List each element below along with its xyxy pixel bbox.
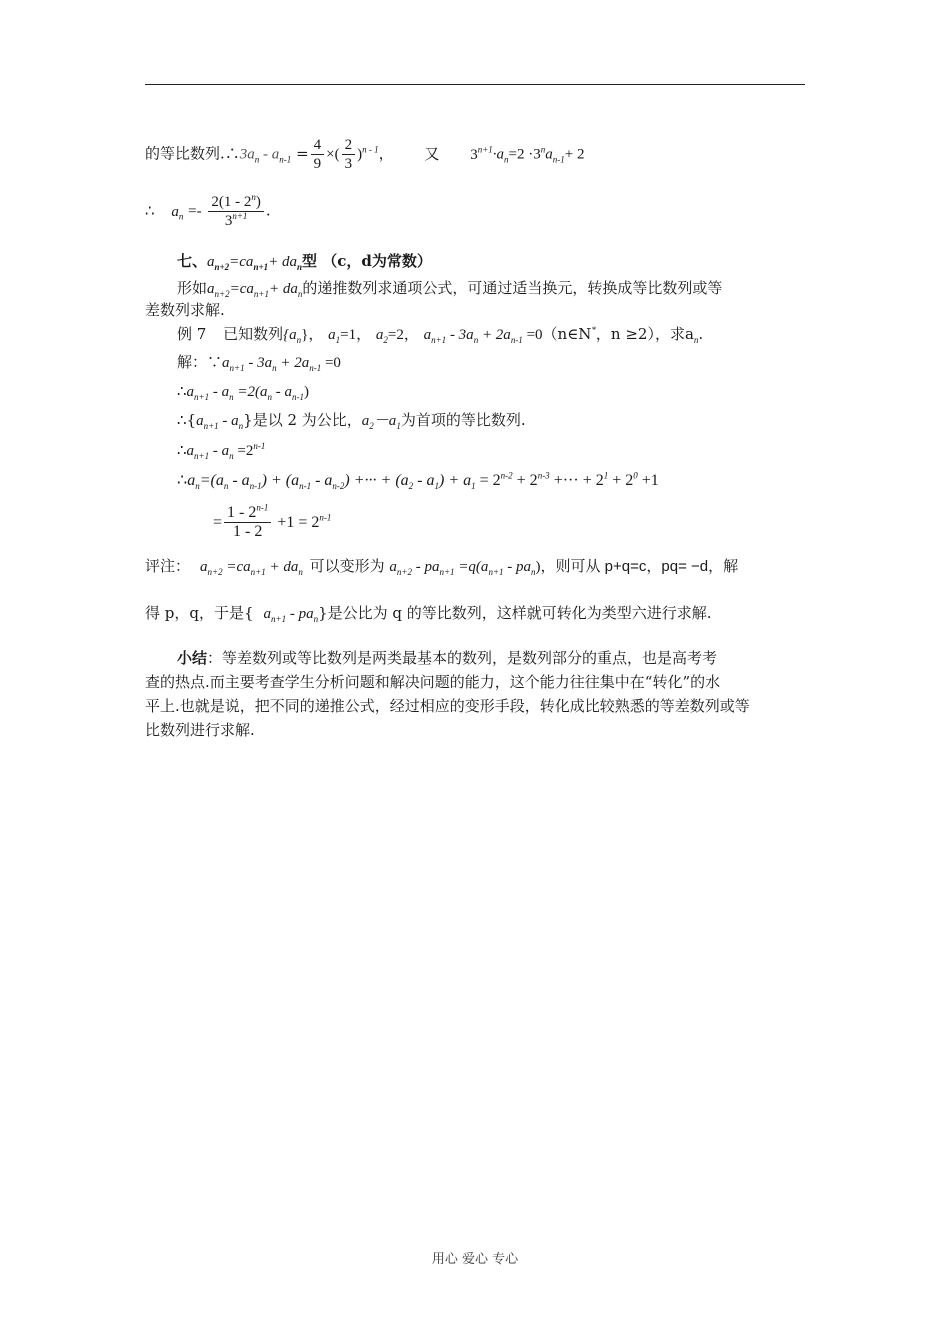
- solution-line-1: 解：$\because a_{n+1} - 3a_n + 2a_{n-1} =0$: [177, 353, 341, 373]
- fraction-geometric-sum: $\frac{1 - 2^{n-1}}{1 - 2}$: [224, 504, 271, 541]
- summary-line-3: 平上.也就是说，把不同的递推公式，经过相应的变形手段，转化成比较熟悉的等差数列或等: [145, 697, 750, 715]
- fraction-4-9: $\frac{4}{9}$: [311, 136, 325, 173]
- solution-line-3: $\therefore\{a_{n+1} - a_n\}$是以 2 为公比，$a_2-a_1$为首项的等比数列.: [177, 411, 526, 431]
- header-rule: [145, 84, 805, 85]
- paragraph-method-2: 差数列求解.: [145, 301, 225, 319]
- example-7: 例 7 已知数列$\{a_n\}$， $a_1=1$， $a_2=2$， $a_{n+1} - 3a_n + 2a_{n-1}$ =0（n∈N*，n ≥2），求$a_n$.: [177, 325, 704, 345]
- equation-line-1: 的等比数列$.\therefore 3a_n - a_{n-1}$ = $\frac{4}{9}$ ×( $\frac{2}{3}$ )$^{n - 1}$， 又 $3^{n+1}\cdot a_n=2 \cdot 3^na_{n-1}+ 2$: [145, 137, 585, 172]
- summary-line-4: 比数列进行求解.: [145, 721, 255, 739]
- solution-line-2: $\therefore a_{n+1} - a_n =2(a_n - a_{n-1})$: [177, 382, 309, 402]
- equation-line-2: ∴ $a_n$ =- $\frac{2(1 - 2^n)}{3^{n+1}}$ .: [145, 192, 271, 229]
- fraction-2-3: $\frac{2}{3}$: [342, 136, 356, 173]
- comment-line-2: 得 p，q，于是{ $a_{n+1} - pa_n$}是公比为 q 的等比数列，这样就可转化为类型六进行求解.: [145, 604, 712, 624]
- page-footer: 用心 爱心 专心: [431, 1252, 519, 1267]
- fraction-an: $\frac{2(1 - 2^n)}{3^{n+1}}$: [208, 193, 264, 230]
- comment-line-1: 评注： $a_{n+2} =ca_{n+1} + da_n$ 可以变形为 $a_{n+2} - pa_{n+1} =q(a_{n+1} - pa_n)$，则可从 p+q=c，pq= −d，解: [145, 557, 739, 577]
- paragraph-method: 形如$a_{n+2}=ca_{n+1}+ da_n$的递推数列求通项公式，可通过适当换元，转换成等比数列或等: [177, 279, 723, 299]
- solution-line-6: = $\frac{1 - 2^{n-1}}{1 - 2}$ $+1 = 2^{n-1}$: [213, 502, 332, 540]
- solution-line-4: $\therefore a_{n+1} - a_n =2^{n-1}$: [177, 441, 266, 461]
- section-7-heading: 七、$a_{n+2}=ca_{n+1}+ da_n$型 （c，d为常数）: [177, 252, 432, 272]
- solution-line-5: $\therefore a_n=(a_n - a_{n-1}) + (a_{n-1} - a_{n-2})$ +··· + $(a_2 - a_1) + a_1 = 2^{n-2} + 2^{n-3}$ +··· + $2^1 + 2^0 +1$: [177, 470, 659, 492]
- summary-line-2: 查的热点.而主要考查学生分析问题和解决问题的能力，这个能力往往集中在“转化”的水: [145, 673, 721, 691]
- summary-line-1: 小结：等差数列或等比数列是两类最基本的数列，是数列部分的重点，也是高考考: [177, 649, 718, 667]
